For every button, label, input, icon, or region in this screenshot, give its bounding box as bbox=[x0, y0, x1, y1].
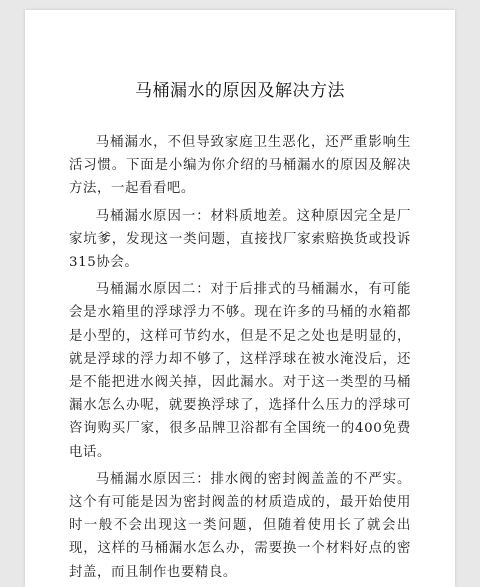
document-title: 马桶漏水的原因及解决方法 bbox=[135, 81, 345, 101]
document-page bbox=[25, 10, 455, 587]
paragraph-cause-three: 马桶漏水原因三：排水阀的密封阀盖盖的不严实。这个有可能是因为密封阀盖的材质造成的，最开始使用时一般不会出现这一类问题，但随着使用长了就会出现，这样的马桶漏水怎么办，需要换一个材料好点的密封盖，而且制作也要精良。 bbox=[69, 471, 411, 580]
paragraph-cause-two: 马桶漏水原因二：对于后排式的马桶漏水，有可能会是水箱里的浮球浮力不够。现在许多的马桶的水箱都是小型的，这样可节约水，但是不足之处也是明显的，就是浮球的浮力却不够了，这样浮球在被水淹没后，还是不能把进水阀关掉，因此漏水。对于这一类型的马桶漏水怎么办呢，就要换浮球了，选择什么压力的浮球可咨询购买厂家，很多品牌卫浴都有全国统一的400免费电话。 bbox=[69, 282, 411, 460]
paragraph-cause-one: 马桶漏水原因一：材料质地差。这种原因完全是厂家坑爹，发现这一类问题，直接找厂家索赔换货或投诉315协会。 bbox=[69, 208, 411, 271]
paragraph-intro: 马桶漏水，不但导致家庭卫生恶化，还严重影响生活习惯。下面是小编为你介绍的马桶漏水的原因及解决方法，一起看看吧。 bbox=[69, 135, 411, 197]
